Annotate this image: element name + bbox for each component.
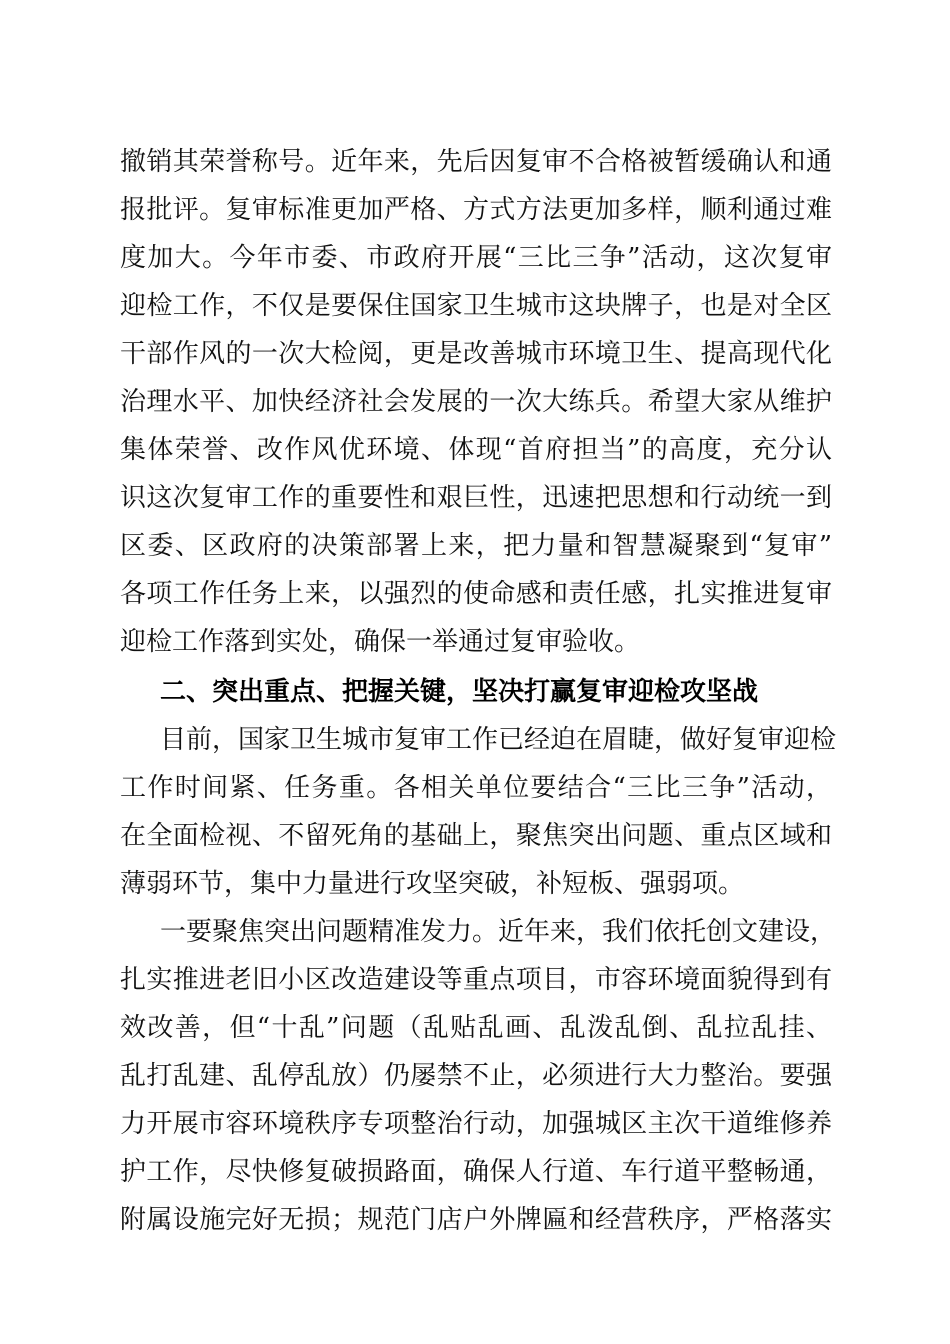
body-text-line: 扎实推进老旧小区改造建设等重点项目，市容环境面貌得到有 <box>120 965 832 995</box>
section-heading: 二、突出重点、把握关键，坚决打赢复审迎检攻坚战 <box>160 677 759 707</box>
body-text-line: 附属设施完好无损；规范门店户外牌匾和经营秩序，严格落实 <box>120 1205 832 1235</box>
body-text-line: 识这次复审工作的重要性和艰巨性，迅速把思想和行动统一到 <box>120 483 832 513</box>
body-text-line: 迎检工作落到实处，确保一举通过复审验收。 <box>120 627 641 657</box>
body-text-line: 各项工作任务上来，以强烈的使命感和责任感，扎实推进复审 <box>120 579 832 609</box>
body-text-line: 干部作风的一次大检阅，更是改善城市环境卫生、提高现代化 <box>120 339 832 369</box>
body-text-line: 治理水平、加快经济社会发展的一次大练兵。希望大家从维护 <box>120 387 832 417</box>
body-text-line: 迎检工作，不仅是要保住国家卫生城市这块牌子，也是对全区 <box>120 291 832 321</box>
body-text-line: 护工作，尽快修复破损路面，确保人行道、车行道平整畅通， <box>120 1157 832 1187</box>
body-text-line: 薄弱环节，集中力量进行攻坚突破，补短板、强弱项。 <box>120 869 745 899</box>
body-text-line: 度加大。今年市委、市政府开展“三比三争”活动，这次复审 <box>120 243 832 273</box>
body-text-line: 报批评。复审标准更加严格、方式方法更加多样，顺利通过难 <box>120 195 832 225</box>
body-text-line: 乱打乱建、乱停乱放）仍屡禁不止，必须进行大力整治。要强 <box>120 1061 832 1091</box>
body-text-line: 撤销其荣誉称号。近年来，先后因复审不合格被暂缓确认和通 <box>120 147 832 177</box>
body-text-line: 集体荣誉、改作风优环境、体现“首府担当”的高度，充分认 <box>120 435 832 465</box>
body-text-line: 目前，国家卫生城市复审工作已经迫在眉睫，做好复审迎检 <box>160 725 837 755</box>
body-text-line: 效改善，但“十乱”问题（乱贴乱画、乱泼乱倒、乱拉乱挂、 <box>120 1013 832 1043</box>
body-text-line: 区委、区政府的决策部署上来，把力量和智慧凝聚到“复审” <box>120 531 832 561</box>
body-text-line: 力开展市容环境秩序专项整治行动，加强城区主次干道维修养 <box>120 1109 832 1139</box>
body-text-line: 工作时间紧、任务重。各相关单位要结合“三比三争”活动， <box>120 773 832 803</box>
body-text-line: 一要聚焦突出问题精准发力。近年来，我们依托创文建设， <box>160 917 837 947</box>
body-text-line: 在全面检视、不留死角的基础上，聚焦突出问题、重点区域和 <box>120 821 832 851</box>
